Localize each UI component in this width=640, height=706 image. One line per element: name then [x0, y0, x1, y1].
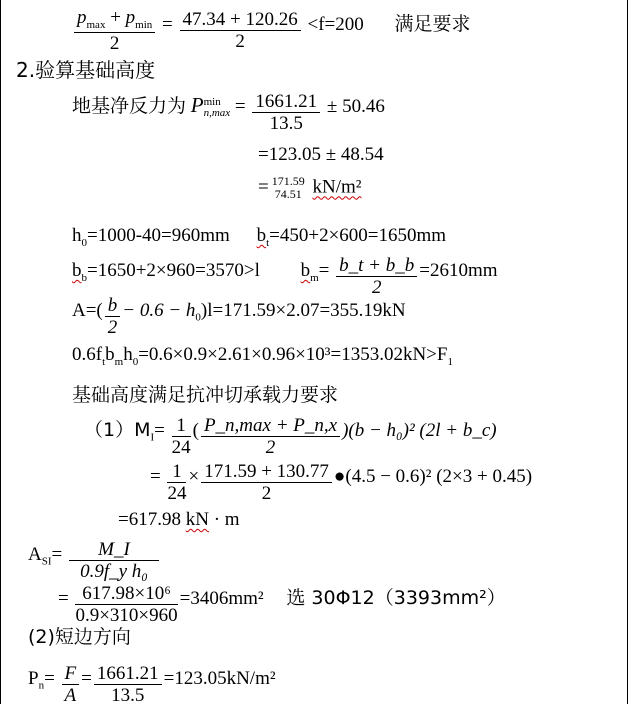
line-6: $h_0=1000-40=960mm$ $b_t=450+2\times 600=1650mm$: [72, 225, 447, 249]
line-15: = $\frac{\text{617.98×10⁶}}{0.9\times 310\times 960}$ =3406mm² 选 30Φ12（3393mm²）: [58, 583, 506, 626]
line-7: $b_b=1650+2\times 960=3570>l$ $b_m=$ $\frac{b\_t + b\_b}{2}$ =2610mm: [72, 255, 498, 298]
line-8: A=( $\frac{b}{2}$ − $0.6 - h_0)l=171.59\times 2.07=355.19kN$: [72, 295, 406, 338]
heading-2: 2.验算基础高度: [16, 58, 156, 82]
line-13: =617.98 kN · m: [118, 509, 240, 530]
frac-sum: $\frac{47.34 + 120.26}{2}$: [180, 10, 301, 41]
line-3: 地基净反力为 P min n,max = $\frac{1661.21}{13.5}$ ± 50.46: [72, 91, 385, 134]
frac-one-24b: $\frac{1}{24}$: [167, 461, 187, 504]
frac-b-half: $\frac{b}{2}$: [105, 296, 121, 327]
line-10: 基础高度满足抗冲切承载力要求: [72, 384, 339, 406]
frac-net-pressure: $\frac{1661.21}{13.5}$: [252, 92, 320, 123]
frac-one-24: $\frac{1}{24}$: [171, 415, 191, 458]
frac-pn-short: $\frac{1661.21}{13.5}$: [94, 664, 162, 695]
line-5: = 171.59 74.51 kN/m²: [258, 174, 362, 202]
line-12: = $\frac{1}{24}$ × $\frac{171.59 + 130.77}{2}$ ●(4.5 − 0.6)² (2×3 + 0.45): [150, 461, 533, 504]
frac-asi-values: $\frac{\text{617.98×10⁶}}{0.9\times 310\times 960}$: [75, 583, 178, 626]
frac-pn: $\frac{P\_n,\max + P\_n,x}{2}$: [201, 416, 340, 447]
page-border-right: [627, 0, 628, 704]
line-4: =123.05 ± 48.54: [258, 144, 384, 165]
frac-pmax-pmin: $\frac{p_{max} + p_{min}}{2}$: [74, 8, 155, 43]
page-border-left: [0, 0, 1, 704]
line-1: $\frac{p_{max} + p_{min}}{2}$ = $\frac{47.34 + 120.26}{2}$ <f=200 满足要求: [72, 8, 471, 43]
line-11: $(1)M_I=$ $\frac{1}{24}$ ( $\frac{P\_n,\max + P\_n,x}{2}$ )(b − h₀)² (2l + b_c): [84, 415, 497, 458]
frac-pn-values: $\frac{171.59 + 130.77}{2}$: [201, 462, 332, 493]
line-9: $0.6f_tb_mh_0=0.6\times 0.9\times 2.61\times 0.96\times 10^3=1353.02kN>F_1$: [72, 344, 453, 368]
frac-f-a: $\frac{F}{A}$: [62, 664, 80, 695]
line-17: $P_n=$ $\frac{F}{A}$ = $\frac{1661.21}{13.5}$ =123.05kN/m²: [28, 663, 276, 706]
heading-16: (2)短边方向: [28, 626, 131, 648]
frac-asi: $\frac{M\_I}{\text{0.9f\_y h₀}}$: [69, 540, 159, 571]
line-14: $A_{SI}=$ $\frac{M\_I}{\text{0.9f\_y h₀}}$: [28, 540, 161, 571]
frac-bm: $\frac{b\_t + b\_b}{2}$: [336, 256, 417, 287]
